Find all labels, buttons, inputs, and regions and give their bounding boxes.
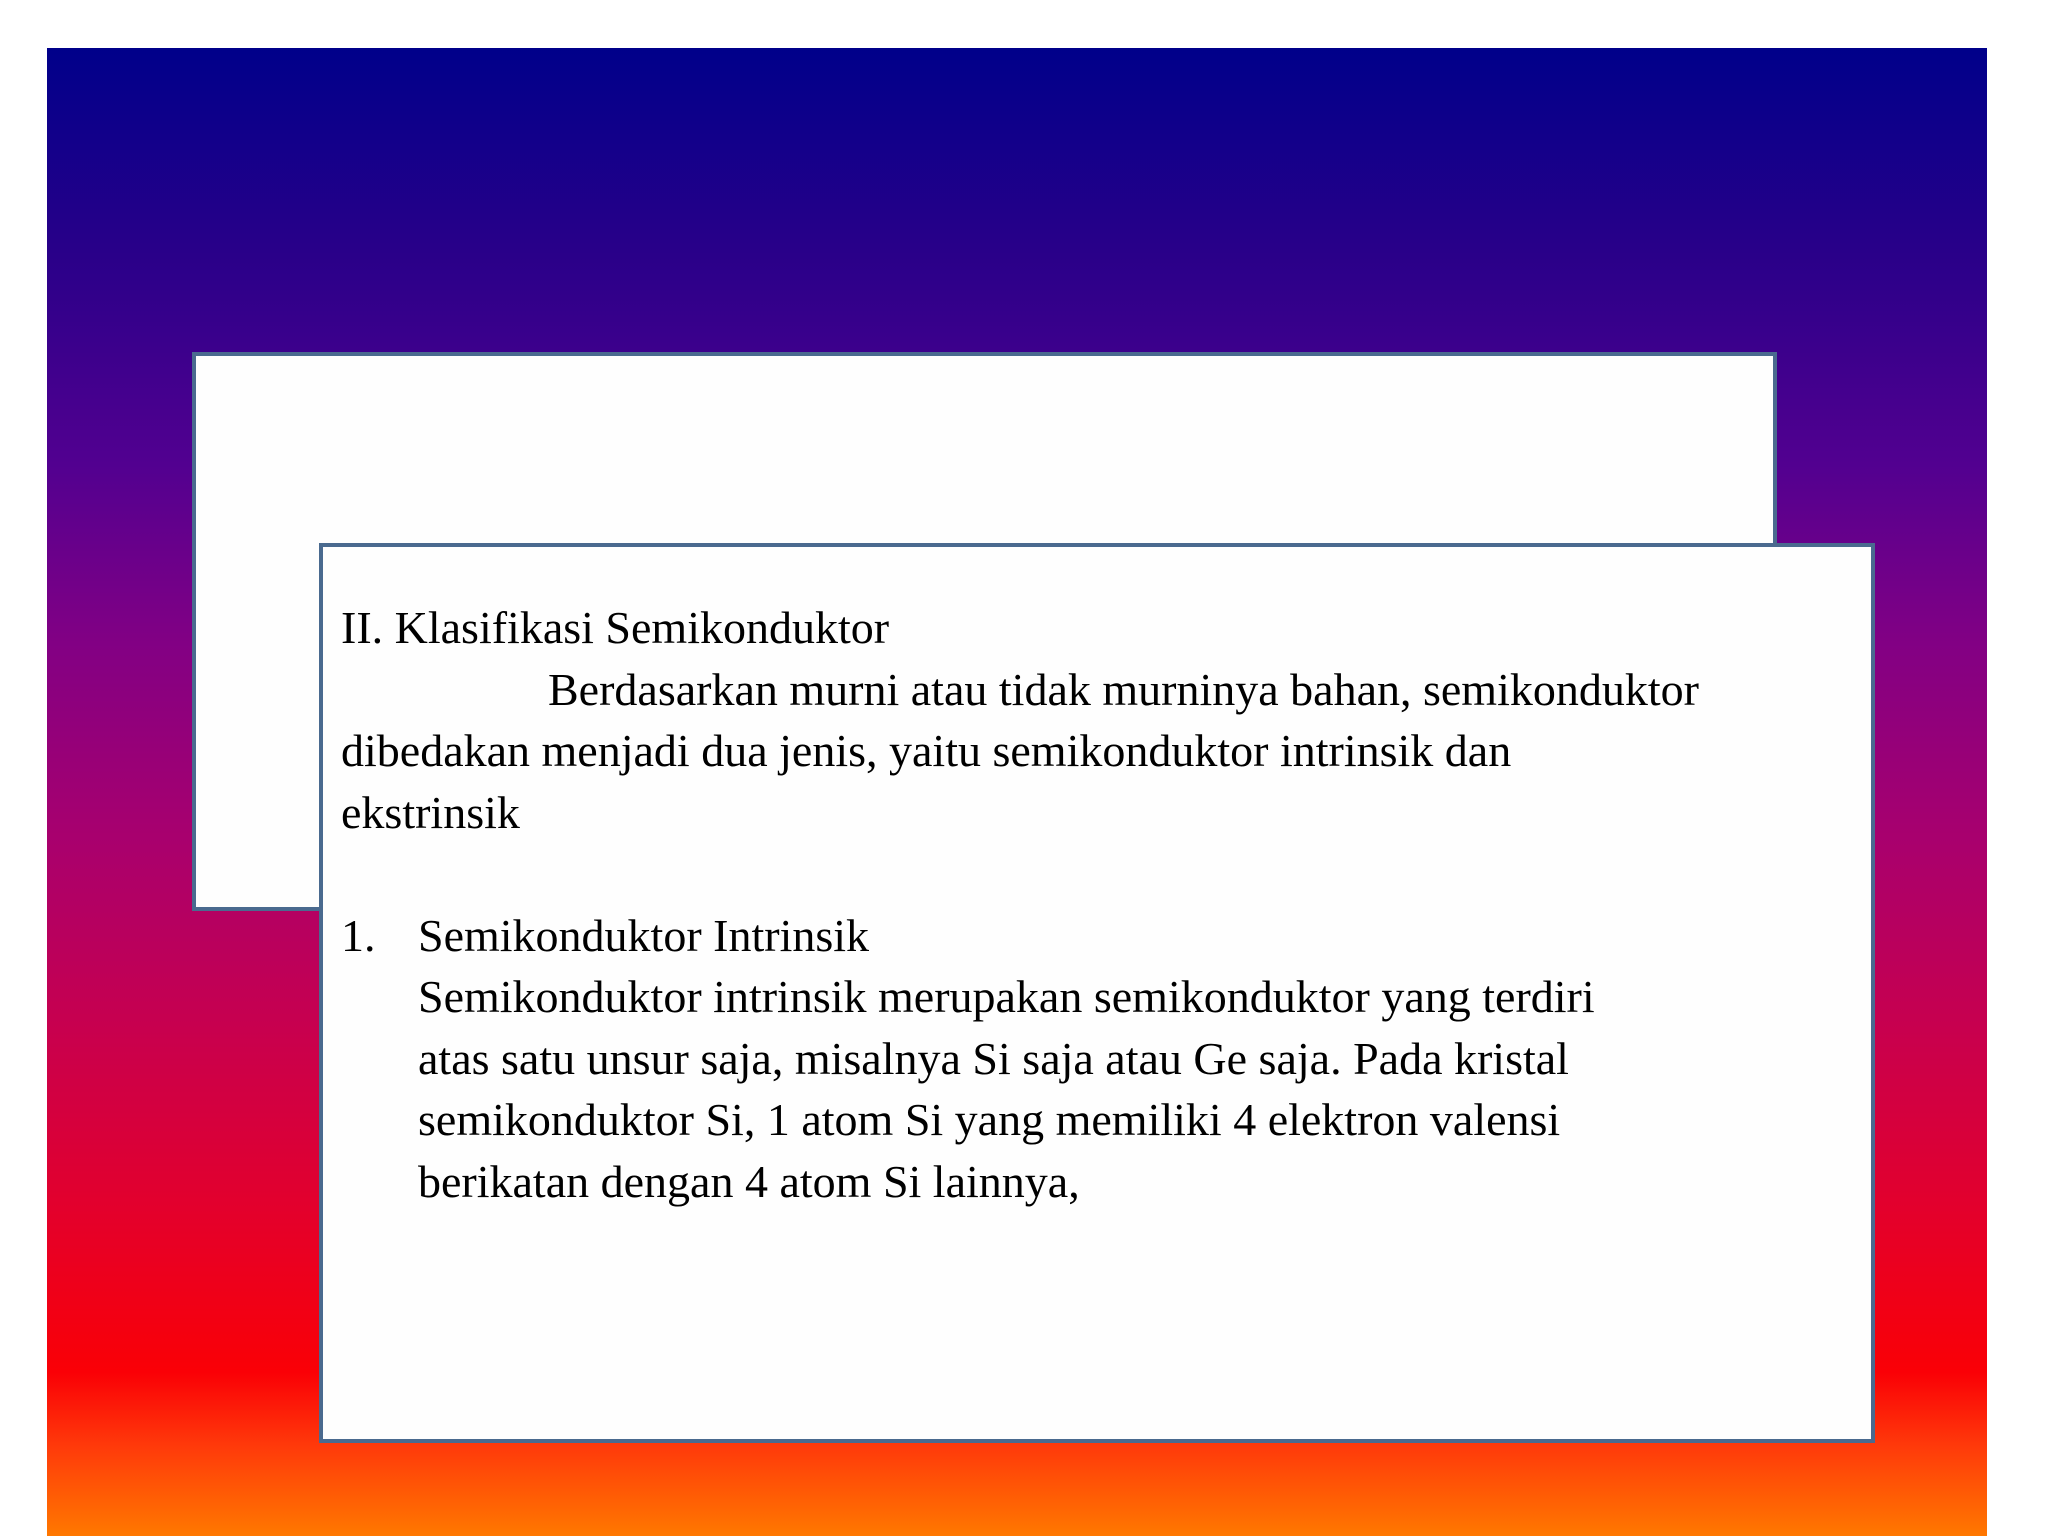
section-heading: II. Klasifikasi Semikonduktor xyxy=(341,602,890,653)
slide-content xyxy=(341,597,1841,1212)
list-item-title: Semikonduktor Intrinsik xyxy=(418,909,870,961)
paragraph-spacer xyxy=(341,843,1841,905)
list-item-line: semikonduktor Si, 1 atom Si yang memiliki 4 elektron valensi xyxy=(418,1094,1561,1145)
intro-paragraph-line-1: Berdasarkan murni atau tidak murninya bahan, semikonduktor xyxy=(548,663,1699,715)
list-item xyxy=(341,905,1841,1213)
list-item-line: atas satu unsur saja, misalnya Si saja atau Ge saja. Pada kristal xyxy=(418,1032,1569,1084)
list-item-number: 1. xyxy=(341,909,376,961)
intro-paragraph-line-2: dibedakan menjadi dua jenis, yaitu semikonduktor intrinsik dan xyxy=(341,725,1512,776)
intro-paragraph-line-3: ekstrinsik xyxy=(341,786,520,838)
list-item-line: berikatan dengan 4 atom Si lainnya, xyxy=(418,1155,1080,1207)
list-item-line: Semikonduktor intrinsik merupakan semikonduktor yang terdiri xyxy=(418,971,1595,1022)
